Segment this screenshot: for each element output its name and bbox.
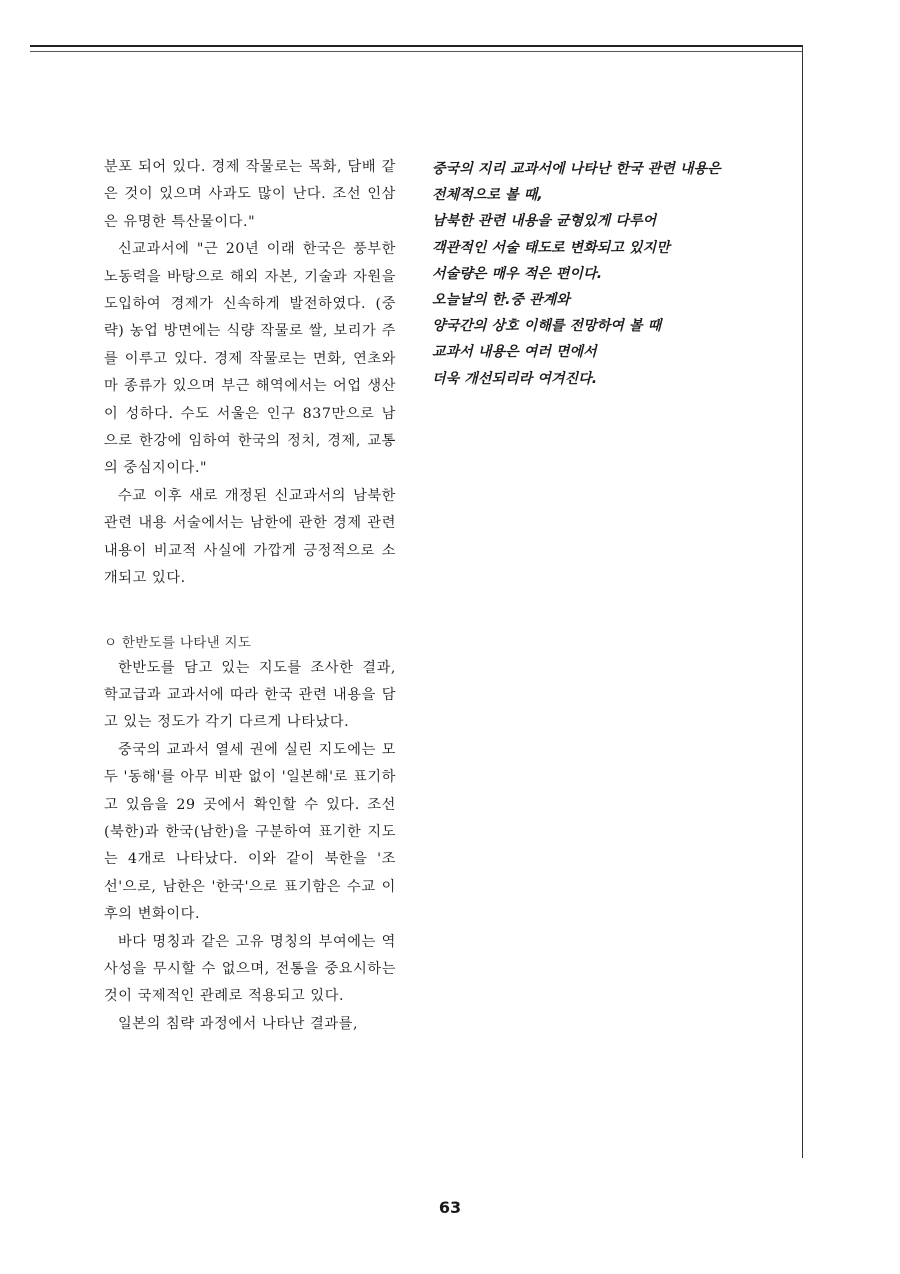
summary-line: 오늘날의 한.중 관계와 [432, 292, 570, 309]
paragraph: 신교과서에 "근 20년 이래 한국은 풍부한 노동력을 바탕으로 해외 자본, 기술과 자원을 도입하여 경제가 신속하게 발전하였다. (중략) 농업 방면에는 식량 작물로 쌀, 보리가 주를 이루고 있다. 경제 작물로는 면화, 연초와 마 종류가 있으며 부근 해역에서는 어업 생산이 성하다. 수도 서울은 인구 837만으로 남으로 한강에 임하여 한국의 정치, 경제, 교통의 중심지이다." [104, 241, 396, 477]
summary-line: 전체적으로 볼 때, [432, 187, 543, 204]
summary-line: 중국의 지리 교과서에 나타난 한국 관련 내용은 [432, 161, 721, 177]
paragraph: 수교 이후 새로 개정된 신교과서의 남북한 관련 내용 서술에서는 남한에 관한 경제 관련 내용이 비교적 사실에 가깝게 긍정적으로 소개되고 있다. [104, 487, 396, 587]
section-heading: ㅇ 한반도를 나타낸 지도 [104, 634, 252, 651]
paragraph: 한반도를 담고 있는 지도를 조사한 결과, 학교급과 교과서에 따라 한국 관련 내용을 담고 있는 정도가 각기 다르게 나타났다. [104, 659, 396, 731]
top-rule-thin [30, 51, 802, 52]
body-text-column [104, 154, 396, 1038]
summary-column [432, 156, 772, 392]
summary-line: 남북한 관련 내용을 균형있게 다루어 [432, 213, 657, 230]
paragraph: 중국의 교과서 열세 권에 실린 지도에는 모두 '동해'를 아무 비판 없이 '일본해'로 표기하고 있음을 29 곳에서 확인할 수 있다. 조선(북한)과 한국(남한)을 구분하여 표기한 지도는 4개로 나타났다. 이와 같이 북한을 '조선'으로, 남한은 '한국'으로 표기함은 수교 이후의 변화이다. [104, 741, 396, 923]
summary-line: 더욱 개선되리라 여겨진다. [432, 370, 598, 387]
paragraph: 분포 되어 있다. 경제 작물로는 목화, 담배 같은 것이 있으며 사과도 많이 난다. 조선 인삼 은 유명한 특산물이다." [104, 159, 396, 230]
summary-line: 양국간의 상호 이해를 전망하여 볼 때 [432, 318, 662, 335]
right-margin-rule [802, 45, 803, 1158]
summary-line: 서술량은 매우 적은 편이다. [432, 265, 603, 282]
summary-line: 교과서 내용은 여러 면에서 [432, 344, 597, 361]
paragraph: 바다 명칭과 같은 고유 명칭의 부여에는 역사성을 무시할 수 없으며, 전통을 중요시하는 것이 국제적인 관례로 적용되고 있다. [104, 933, 396, 1005]
page-number: 63 [438, 1198, 462, 1217]
top-rule [30, 45, 802, 47]
summary-line: 객관적인 서술 태도로 변화되고 있지만 [432, 239, 670, 256]
paragraph: 일본의 침략 과정에서 나타난 결과를, [118, 1015, 359, 1032]
